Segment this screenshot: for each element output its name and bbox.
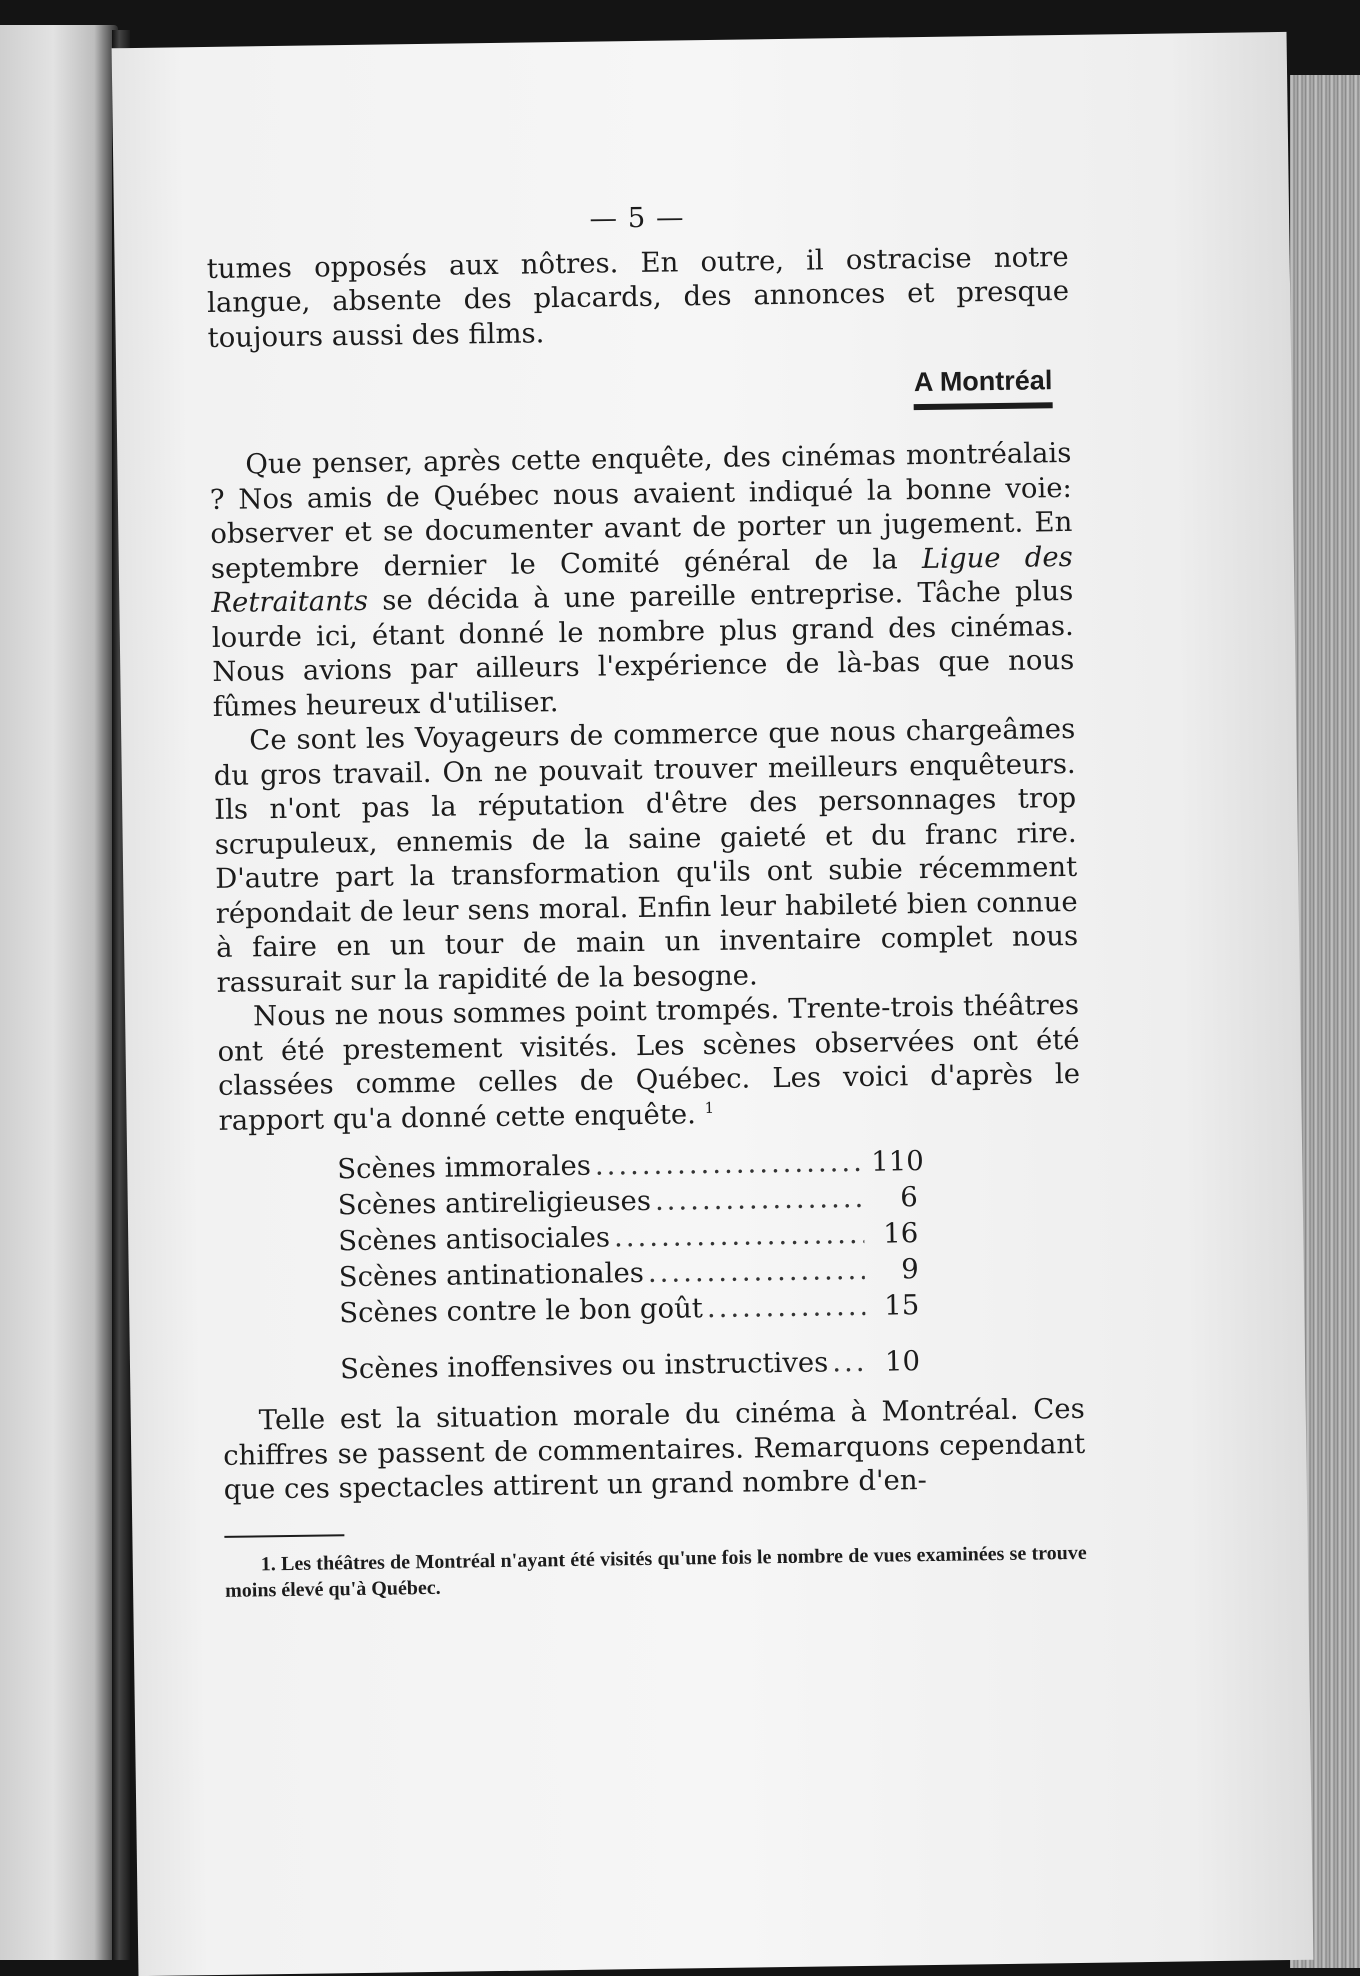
row-label: Scènes antisociales [338,1221,611,1258]
row-label: Scènes contre le bon goût [339,1292,704,1330]
paragraph-3 [217,988,1081,1138]
row-value: 16 [882,1217,919,1250]
footnote-divider [224,1534,344,1538]
page-number: — 5 — [589,201,685,235]
row-label: Scènes inoffensives ou instructives [339,1346,829,1386]
section-heading [208,363,1053,420]
paragraph-1 [209,436,1075,724]
footnote: 1. Les théâtres de Montréal n'ayant été visités qu'une fois le nombre de vues examinées se trouve moins élevé qu'à Québec. [224,1541,1087,1602]
row-value: 15 [884,1289,920,1322]
table-row [339,1288,919,1332]
dot-leader [614,1217,865,1255]
scenes-table [337,1144,924,1388]
dot-leader [832,1345,866,1380]
row-value: 9 [901,1253,919,1286]
row-value: 6 [899,1181,918,1214]
paragraph-2: Ce sont les Voyageurs de commerce que nous chargeâmes du gros travail. On ne pouvait trouver meilleurs enquêteurs. Ils n'ont pas la réputation d'être des personnages trop scrupuleux, ennemis de la saine gaieté et du franc rire. D'autre part la transformation qu'ils ont subie récemment répondait de leur sens moral. Enfin leur habileté bien connue à faire en un tour de main un inventaire complet nous rassurait sur la rapidité de la besogne. [213,712,1079,999]
page-content [206,195,1087,1603]
row-label: Scènes antireligieuses [337,1184,652,1222]
row-label: Scènes immorales [337,1149,592,1186]
facing-page-edge [0,25,118,1960]
book-page [112,32,1314,1976]
dot-leader [655,1181,864,1218]
row-value: 110 [870,1145,924,1178]
row-label: Scènes antinationales [338,1256,645,1294]
paragraph-4: Telle est la situation morale du cinéma à Montréal. Ces chiffres se passent de commentaires. Remarquons cependant que ces spectacles attirent un grand nombre d'en- [223,1392,1086,1506]
dot-leader [648,1253,865,1291]
dot-leader [707,1289,866,1326]
paragraph-1-text-b: se décida à une pareille entreprise. Tâche plus lourde ici, étant donné le nombre plus grand des cinémas. Nous avions par ailleurs l'expérience de là-bas que nous fûmes heureux d'utiliser. [211,574,1075,723]
dot-leader [595,1145,864,1183]
row-value: 10 [884,1345,921,1378]
opening-paragraph: tumes opposés aux nôtres. En outre, il ostracise notre langue, absente des placards, des annonces et presque toujours aussi des films. [206,240,1070,354]
footnote-marker: 1 [704,1098,715,1117]
league-name: Ligue des Retraitants [211,540,1073,619]
section-heading-text: A Montréal [914,363,1053,410]
paragraph-1-text-a: Que penser, après cette enquête, des cinémas montréalais ? Nos amis de Québec nous avaient indiqué la bonne voie: observer et se documenter avant de porter un jugement. En septembre dernier le Comité général de la [209,436,1073,585]
paragraph-3-text: Nous ne nous sommes point trompés. Trente-trois théâtres ont été prestement visités. Les scènes observées ont été classées comme celles de Québec. Les voici d'après le rapport qu'a donné cette enquête. [217,988,1081,1137]
table-row [340,1344,920,1388]
